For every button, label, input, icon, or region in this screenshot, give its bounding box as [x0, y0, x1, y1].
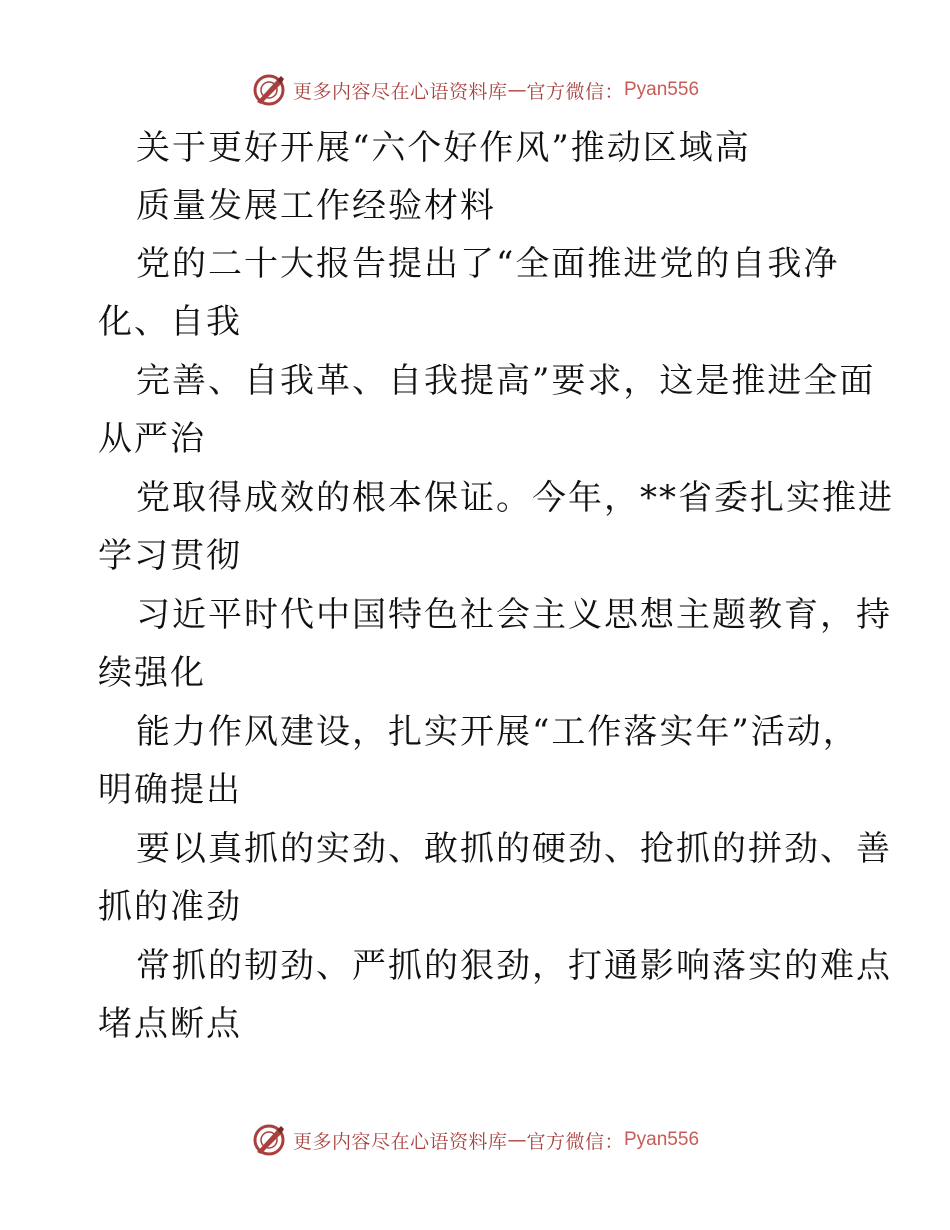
wechat-id: Pyan556	[624, 1129, 700, 1150]
paragraph-line: 从严治	[98, 419, 206, 459]
banner-text: 更多内容尽在心语资料库	[292, 80, 508, 103]
paragraph-line: 堵点断点	[98, 1004, 242, 1044]
paragraph-line: 学习贯彻	[98, 536, 242, 576]
paragraph-line: 党的二十大报告提出了“全面推进党的自我净	[136, 244, 840, 284]
document-title-line-2: 质量发展工作经验材料	[136, 186, 496, 226]
wechat-id: Pyan556	[624, 79, 700, 100]
pen-logo-icon	[251, 1122, 287, 1158]
banner-separator: —	[507, 79, 527, 101]
paragraph-line: 常抓的韧劲、严抓的狠劲，打通影响落实的难点	[136, 946, 892, 986]
paragraph-line: 抓的准劲	[98, 887, 242, 927]
paragraph-line: 能力作风建设，扎实开展“工作落实年”活动，	[136, 712, 859, 752]
wechat-label: 官方微信：	[526, 80, 624, 103]
paragraph-line: 化、自我	[98, 302, 242, 342]
footer-banner	[0, 1120, 950, 1160]
paragraph-line: 明确提出	[98, 770, 242, 810]
paragraph-line: 党取得成效的根本保证。今年，**省委扎实推进	[136, 478, 894, 518]
wechat-label: 官方微信：	[526, 1130, 624, 1153]
paragraph-line: 习近平时代中国特色社会主义思想主题教育，持	[136, 595, 892, 635]
paragraph-line: 要以真抓的实劲、敢抓的硬劲、抢抓的拼劲、善	[136, 829, 892, 869]
paragraph-line: 完善、自我革、自我提高”要求，这是推进全面	[136, 361, 876, 401]
pen-logo-icon	[251, 72, 287, 108]
header-banner	[0, 70, 950, 110]
banner-separator: —	[507, 1129, 527, 1151]
paragraph-line: 续强化	[98, 653, 206, 693]
banner-text: 更多内容尽在心语资料库	[292, 1130, 508, 1153]
document-title-line-1: 关于更好开展“六个好作风”推动区域高	[136, 128, 751, 168]
